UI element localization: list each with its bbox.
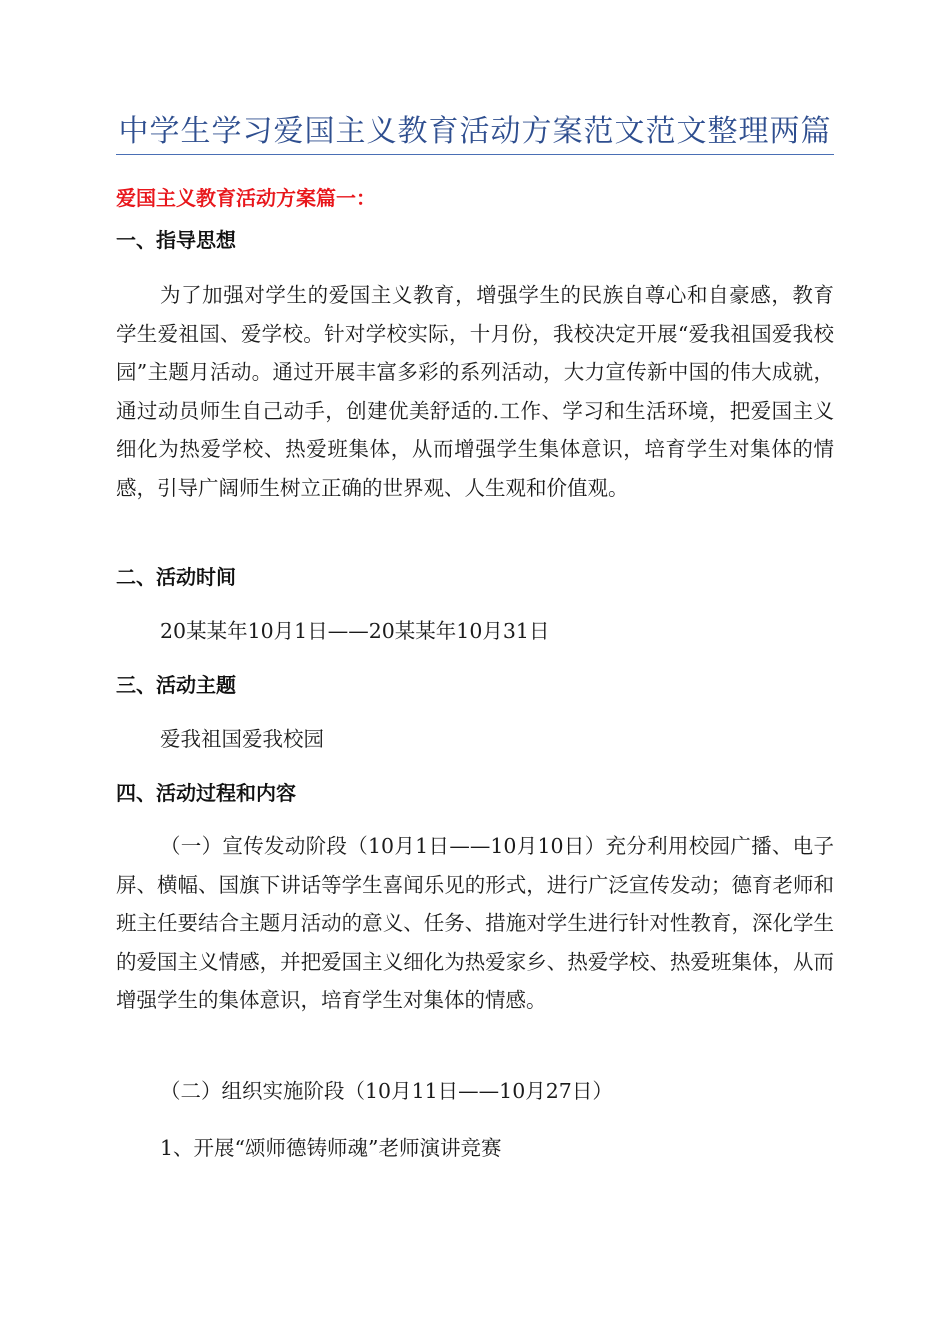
section-body-guiding-thought: 为了加强对学生的爱国主义教育，增强学生的民族自尊心和自豪感，教育学生爱祖国、爱学校。针对学校实际，十月份，我校决定开展“爱我祖国爱我校园”主题月活动。通过开展丰富多彩的系列活动，大力宣传新中国的伟大成就，通过动员师生自己动手，创建优美舒适的.工作、学习和生活环境，把爱国主义细化为热爱学校、热爱班集体，从而增强学生集体意识，培育学生对集体的情感，引导广阔师生树立正确的世界观、人生观和价值观。: [116, 283, 834, 500]
section-heading-activity-process: 四、活动过程和内容: [116, 781, 296, 805]
document-title: 中学生学习爱国主义教育活动方案范文范文整理两篇: [118, 114, 832, 149]
stage-two-line: （二）组织实施阶段（10月11日——10月27日）: [160, 1079, 613, 1103]
item-one-line: 1、开展“颂师德铸师魂”老师演讲竞赛: [160, 1136, 502, 1160]
section-heading-activity-theme: 三、活动主题: [116, 673, 236, 697]
title-underline: [116, 154, 834, 155]
section-body-activity-time: 20某某年10月1日——20某某年10月31日: [160, 619, 550, 643]
section-heading-activity-time: 二、活动时间: [116, 565, 236, 589]
section-body-activity-theme: 爱我祖国爱我校园: [160, 727, 324, 751]
section-body-activity-process: （一）宣传发动阶段（10月1日——10月10日）充分利用校园广播、电子屏、横幅、国旗下讲话等学生喜闻乐见的形式，进行广泛宣传发动；德育老师和班主任要结合主题月活动的意义、任务、措施对学生进行针对性教育，深化学生的爱国主义情感，并把爱国主义细化为热爱家乡、热爱学校、热爱班集体，从而增强学生的集体意识，培育学生对集体的情感。: [116, 834, 834, 1012]
part-heading: 爱国主义教育活动方案篇一：: [116, 186, 376, 210]
section-heading-guiding-thought: 一、指导思想: [116, 228, 236, 252]
